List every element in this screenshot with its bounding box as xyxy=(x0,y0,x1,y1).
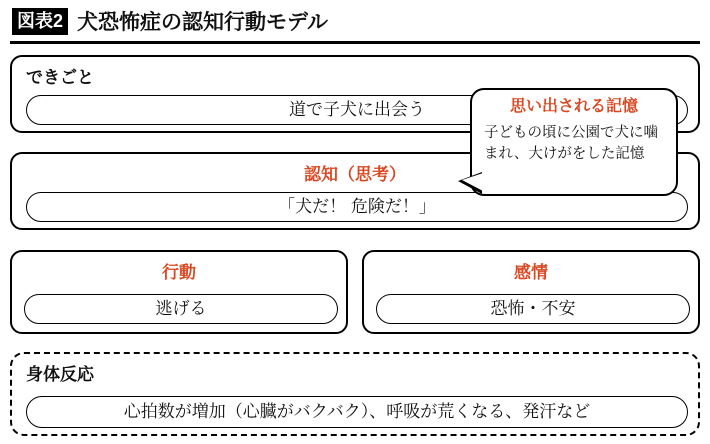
header xyxy=(12,6,328,36)
emotion-content: 恐怖・不安 xyxy=(376,294,690,324)
page-title: 犬恐怖症の認知行動モデル xyxy=(77,11,328,34)
header-divider xyxy=(10,41,700,44)
behavior-block xyxy=(10,250,348,334)
cognition-content: 「犬だ！ 危険だ！」 xyxy=(26,192,688,222)
body-reaction-label: 身体反応 xyxy=(26,365,94,384)
event-content: 道で子犬に出会う xyxy=(26,95,688,125)
body-reaction-content: 心拍数が増加（心臓がバクバク）、呼吸が荒くなる、発汗など xyxy=(26,396,688,428)
memory-callout-body: 子どもの頃に公園で犬に噛まれ、大けがをした記憶 xyxy=(484,125,658,163)
behavior-label: 行動 xyxy=(162,263,196,282)
emotion-label: 感情 xyxy=(514,263,548,282)
memory-callout-title: 思い出される記憶 xyxy=(509,98,638,115)
figure-badge: 図表2 xyxy=(12,8,68,35)
event-label: できごと xyxy=(26,68,94,87)
memory-callout xyxy=(470,88,678,196)
body-reaction-block xyxy=(10,352,700,436)
cognition-label: 認知（思考） xyxy=(304,165,406,184)
behavior-content: 逃げる xyxy=(24,294,338,324)
emotion-block xyxy=(362,250,700,334)
